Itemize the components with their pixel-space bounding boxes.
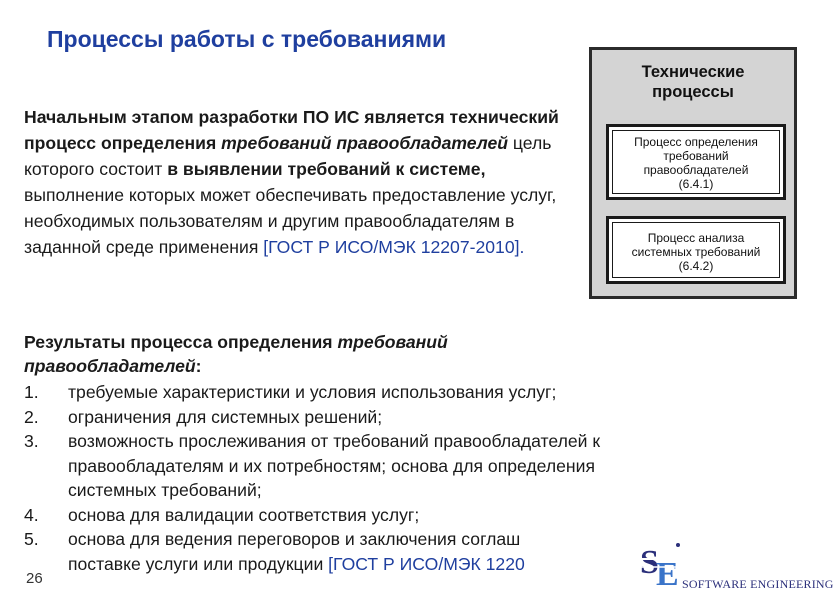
list-item-reference: [ГОСТ Р ИСО/МЭК 1220	[328, 553, 525, 574]
diagram-title	[592, 62, 794, 102]
process-box-line: требований	[663, 149, 729, 163]
svg-text:E: E	[656, 556, 679, 593]
results-heading-text-b: требований правообладателей	[24, 332, 448, 376]
intro-reference: [ГОСТ Р ИСО/МЭК 12207-2010].	[263, 237, 525, 257]
intro-text-4: в выявлении требований к системе,	[167, 159, 486, 179]
list-item	[0, 429, 720, 503]
diagram-title-line: Технические	[641, 63, 745, 81]
list-item-text: системных требований;	[68, 480, 262, 500]
list-item-text: основа для валидации соответствия услуг;	[68, 504, 420, 525]
results-heading-text-c: :	[195, 356, 202, 376]
intro-text-1: Начальным этапом разработки ПО ИС является технический процесс определения	[24, 107, 559, 153]
list-item-text: основа для ведения переговоров и заключения соглаш	[68, 529, 521, 549]
logo-text: SOFTWARE ENGINEERING	[682, 577, 834, 591]
intro-text-2: требований правообладателей	[221, 133, 509, 153]
list-item	[0, 503, 720, 528]
list-item-text: требуемые характеристики и условия использования услуг;	[68, 382, 557, 402]
process-box-line: Процесс определения	[634, 135, 758, 149]
process-box-line: Процесс анализа	[647, 231, 745, 245]
intro-text-5: выполнение которых может обеспечивать предоставление услуг, необходимых пользователям и другим правообладателям в заданной среде применения	[24, 185, 557, 257]
page-number: 26	[26, 570, 43, 587]
list-item-text: возможность прослеживания от требований правообладателей к	[68, 431, 601, 451]
list-item-text-with-ref	[68, 552, 720, 577]
svg-text:S: S	[640, 544, 659, 581]
process-box-line: системных требований	[631, 245, 761, 259]
list-item	[0, 380, 720, 405]
results-heading	[24, 330, 584, 378]
list-item	[0, 405, 720, 430]
intro-paragraph	[24, 104, 569, 260]
slide-title: Процессы работы с требованиями	[47, 26, 447, 52]
technical-processes-diagram	[589, 47, 797, 299]
process-box-requirements-definition	[606, 124, 786, 200]
process-box-line: (6.4.1)	[678, 177, 714, 191]
process-box-system-requirements-analysis	[606, 216, 786, 284]
process-box-line: правообладателей	[643, 163, 749, 177]
list-item-number: 2.	[24, 406, 39, 427]
diagram-title-line: процессы	[652, 83, 734, 101]
results-heading-text-a: Результаты процесса определения	[24, 332, 338, 352]
list-item-number: 3.	[24, 431, 39, 451]
list-item-text: ограничения для системных решений;	[68, 406, 383, 427]
list-item-text: правообладателям и их потребностям; основа для определения	[68, 455, 596, 476]
intro-text-3: цель которого состоит	[24, 133, 552, 179]
list-item-text: поставке услуги или продукции	[68, 553, 329, 574]
list-item-number: 5.	[24, 529, 39, 549]
process-box-line: (6.4.2)	[678, 259, 714, 273]
list-item-number: 4.	[24, 504, 39, 525]
list-item	[0, 527, 720, 576]
list-item-number: 1.	[24, 382, 39, 402]
results-list	[0, 380, 720, 576]
